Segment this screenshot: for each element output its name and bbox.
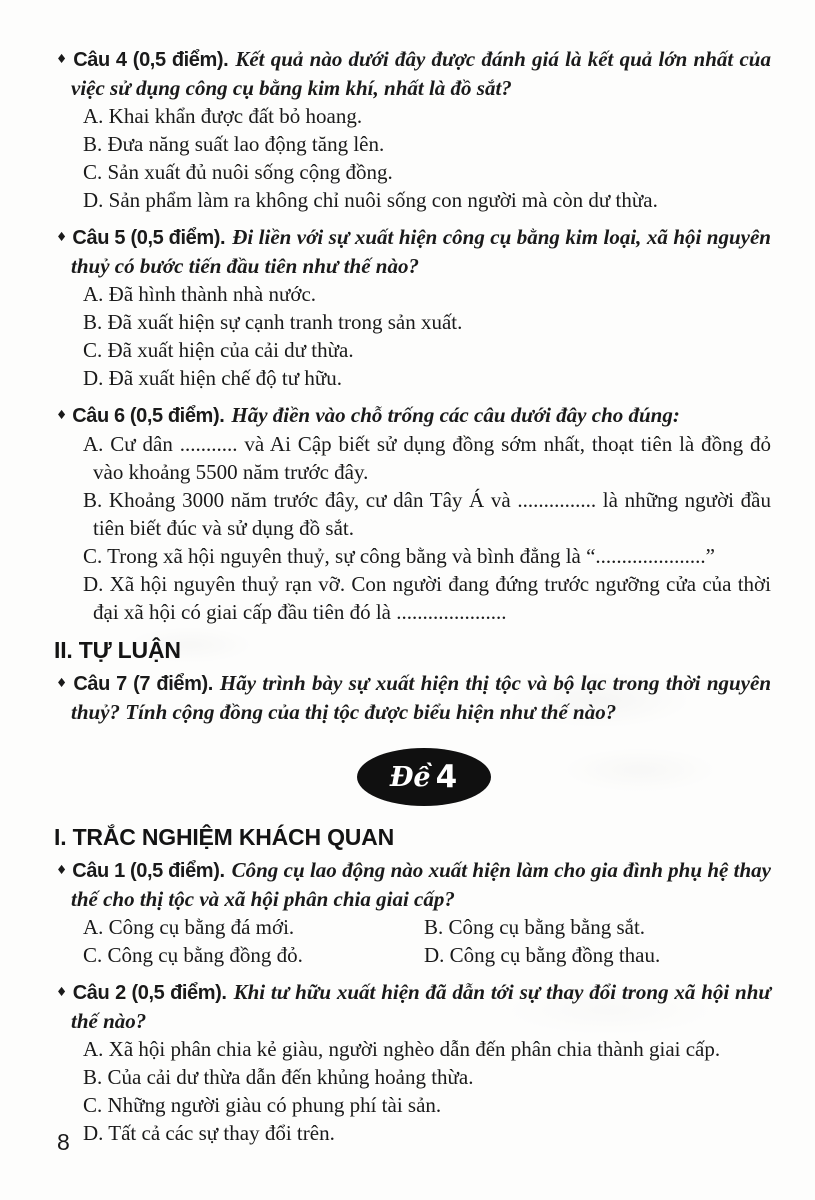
diamond-bullet-icon: ♦ <box>56 675 69 690</box>
answer-options-two-column <box>83 913 771 969</box>
question-label: Câu 6 (0,5 điểm). <box>72 405 225 427</box>
answer-option-d: D. Công cụ bằng đồng thau. <box>424 943 661 967</box>
badge-number: 4 <box>435 759 458 795</box>
question-label: Câu 1 (0,5 điểm). <box>72 860 225 882</box>
diamond-bullet-icon: ♦ <box>56 862 68 877</box>
answer-option-c: C. Trong xã hội nguyên thuỷ, sự công bằng và bình đẳng là “.....................” <box>83 544 715 568</box>
question-header <box>56 401 771 430</box>
answer-option-b: B. Của cải dư thừa dẫn đến khủng hoảng thừa. <box>83 1065 474 1089</box>
question-label: Câu 4 (0,5 điểm). <box>73 49 229 71</box>
question-cau-7 <box>56 669 771 726</box>
page-number: 8 <box>57 1129 70 1155</box>
question-cau-1 <box>56 856 771 969</box>
diamond-bullet-icon: ♦ <box>56 407 68 422</box>
answer-options <box>83 102 771 214</box>
answer-option-b: B. Đã xuất hiện sự cạnh tranh trong sản xuất. <box>83 310 463 334</box>
exam-badge-row <box>76 748 771 806</box>
answer-option-a: A. Đã hình thành nhà nước. <box>83 282 317 306</box>
question-header <box>56 45 771 102</box>
question-label: Câu 7 (7 điểm). <box>73 673 213 695</box>
question-header <box>56 978 771 1035</box>
diamond-bullet-icon: ♦ <box>56 51 69 66</box>
diamond-bullet-icon: ♦ <box>56 984 68 999</box>
question-label: Câu 5 (0,5 điểm). <box>72 227 226 249</box>
question-cau-6 <box>56 401 771 626</box>
question-statement: Kết quả nào dưới đây được đánh giá là kết quả lớn nhất của việc sử dụng công cụ bằng kim khí, nhất là đồ sắt? <box>71 47 771 100</box>
answer-option-c: C. Những người giàu có phung phí tài sản. <box>83 1093 442 1117</box>
question-statement: Hãy trình bày sự xuất hiện thị tộc và bộ lạc trong thời nguyên thuỷ? Tính cộng đồng của thị tộc được biểu hiện như thế nào? <box>71 671 772 724</box>
answer-option-d: D. Đã xuất hiện chế độ tư hữu. <box>83 366 342 390</box>
answer-option-a: A. Xã hội phân chia kẻ giàu, người nghèo dẫn đến phân chia thành giai cấp. <box>83 1037 721 1061</box>
section-heading-objective: I. TRẮC NGHIỆM KHÁCH QUAN <box>54 824 394 850</box>
badge-word: Đề <box>389 761 431 793</box>
answer-option-c: C. Sản xuất đủ nuôi sống cộng đồng. <box>83 160 393 184</box>
question-label: Câu 2 (0,5 điểm). <box>72 982 227 1004</box>
question-statement: Công cụ lao động nào xuất hiện làm cho gia đình phụ hệ thay thế cho thị tộc và xã hội phân chia giai cấp? <box>71 858 772 911</box>
question-cau-2 <box>56 978 771 1147</box>
question-header <box>56 223 771 280</box>
question-header <box>56 856 771 913</box>
answer-option-b: B. Đưa năng suất lao động tăng lên. <box>83 132 385 156</box>
diamond-bullet-icon: ♦ <box>56 229 68 244</box>
answer-options <box>83 280 771 392</box>
question-header <box>56 669 771 726</box>
answer-option-a: A. Công cụ bằng đá mới. <box>83 915 295 939</box>
answer-option-d: D. Tất cả các sự thay đổi trên. <box>83 1121 335 1145</box>
answer-option-d: D. Xã hội nguyên thuỷ rạn vỡ. Con người đang đứng trước ngưỡng cửa của thời đại xã hội có giai cấp đầu tiên đó là ..................... <box>83 572 771 624</box>
question-cau-4 <box>56 45 771 214</box>
question-statement: Đi liền với sự xuất hiện công cụ bằng kim loại, xã hội nguyên thuỷ có bước tiến đầu tiên như thế nào? <box>71 225 771 278</box>
exam-number-badge <box>357 748 491 806</box>
answer-option-c: C. Đã xuất hiện của cải dư thừa. <box>83 338 354 362</box>
answer-option-a: A. Cư dân ........... và Ai Cập biết sử dụng đồng sớm nhất, thoạt tiên là đồng đỏ vào khoảng 5500 năm trước đây. <box>83 432 771 484</box>
question-statement: Khi tư hữu xuất hiện đã dẫn tới sự thay đổi trong xã hội như thế nào? <box>71 980 771 1033</box>
question-statement: Hãy điền vào chỗ trống các câu dưới đây cho đúng: <box>231 403 680 427</box>
answer-option-b: B. Công cụ bằng bằng sắt. <box>424 915 646 939</box>
section-heading-essay: II. TỰ LUẬN <box>54 637 181 663</box>
answer-option-d: D. Sản phẩm làm ra không chỉ nuôi sống con người mà còn dư thừa. <box>83 188 658 212</box>
answer-option-a: A. Khai khẩn được đất bỏ hoang. <box>83 104 363 128</box>
answer-option-c: C. Công cụ bằng đồng đỏ. <box>83 943 303 967</box>
question-cau-5 <box>56 223 771 392</box>
answer-options <box>83 1035 771 1147</box>
answer-option-b: B. Khoảng 3000 năm trước đây, cư dân Tây Á và ............... là những người đầu tiên biết đúc và sử dụng đồ sắt. <box>83 488 771 540</box>
answer-options <box>83 430 771 626</box>
